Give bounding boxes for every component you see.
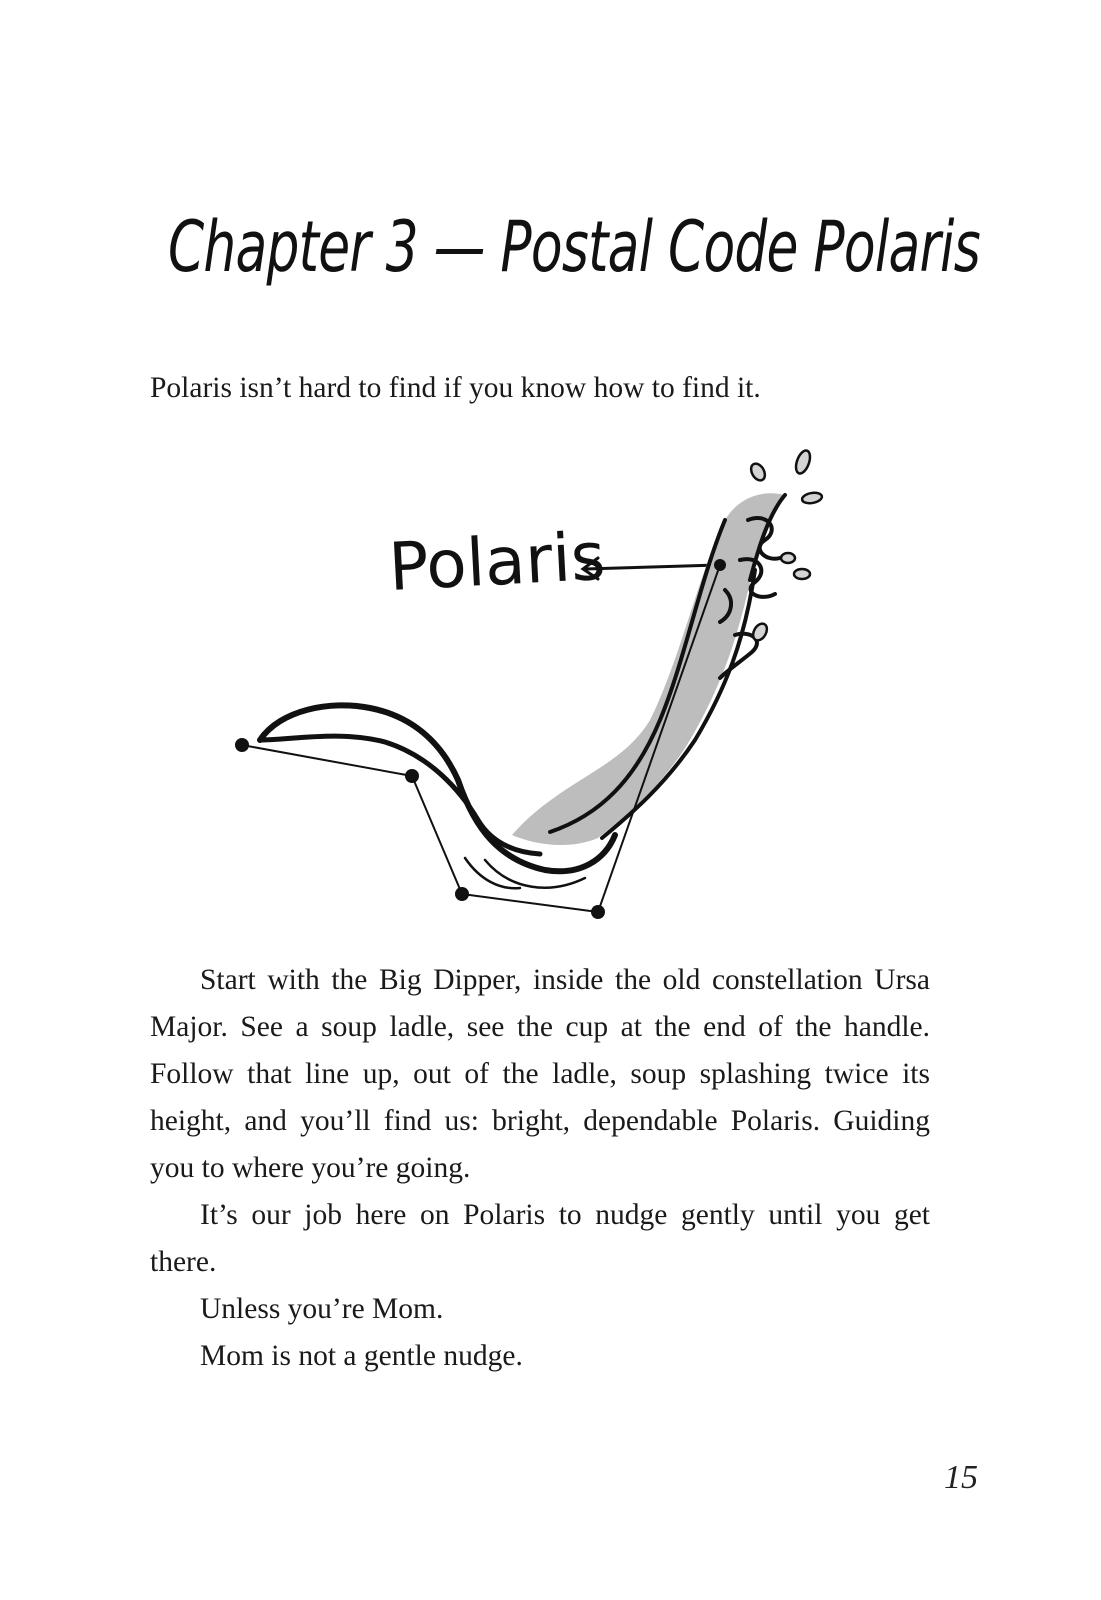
big-dipper-illustration: [220, 440, 860, 930]
paragraph: It’s our job here on Polaris to nudge gently until you get there.: [150, 1199, 930, 1278]
paragraph: Unless you’re Mom.: [200, 1293, 444, 1325]
body-text: [150, 957, 930, 1380]
chapter-title: Chapter 3 — Postal Code Polaris: [168, 206, 980, 288]
star-dot: [455, 887, 469, 901]
star-dot: [405, 769, 419, 783]
paragraph: Mom is not a gentle nudge.: [200, 1340, 523, 1372]
star-dot: [591, 905, 605, 919]
polaris-star-dot: [714, 559, 726, 571]
page-number: 15: [944, 1459, 978, 1496]
intro-sentence: Polaris isn’t hard to find if you know how to find it.: [150, 372, 761, 404]
polaris-label: Polaris: [386, 517, 608, 606]
star-dot: [235, 738, 249, 752]
paragraph: Start with the Big Dipper, inside the old constellation Ursa Major. See a soup ladle, see the cup at the end of the handle. Follow that line up, out of the ladle, soup splashing twice its height, and you’ll find us: bright, dependable Polaris. Guiding you to where you’re going.: [150, 964, 930, 1184]
